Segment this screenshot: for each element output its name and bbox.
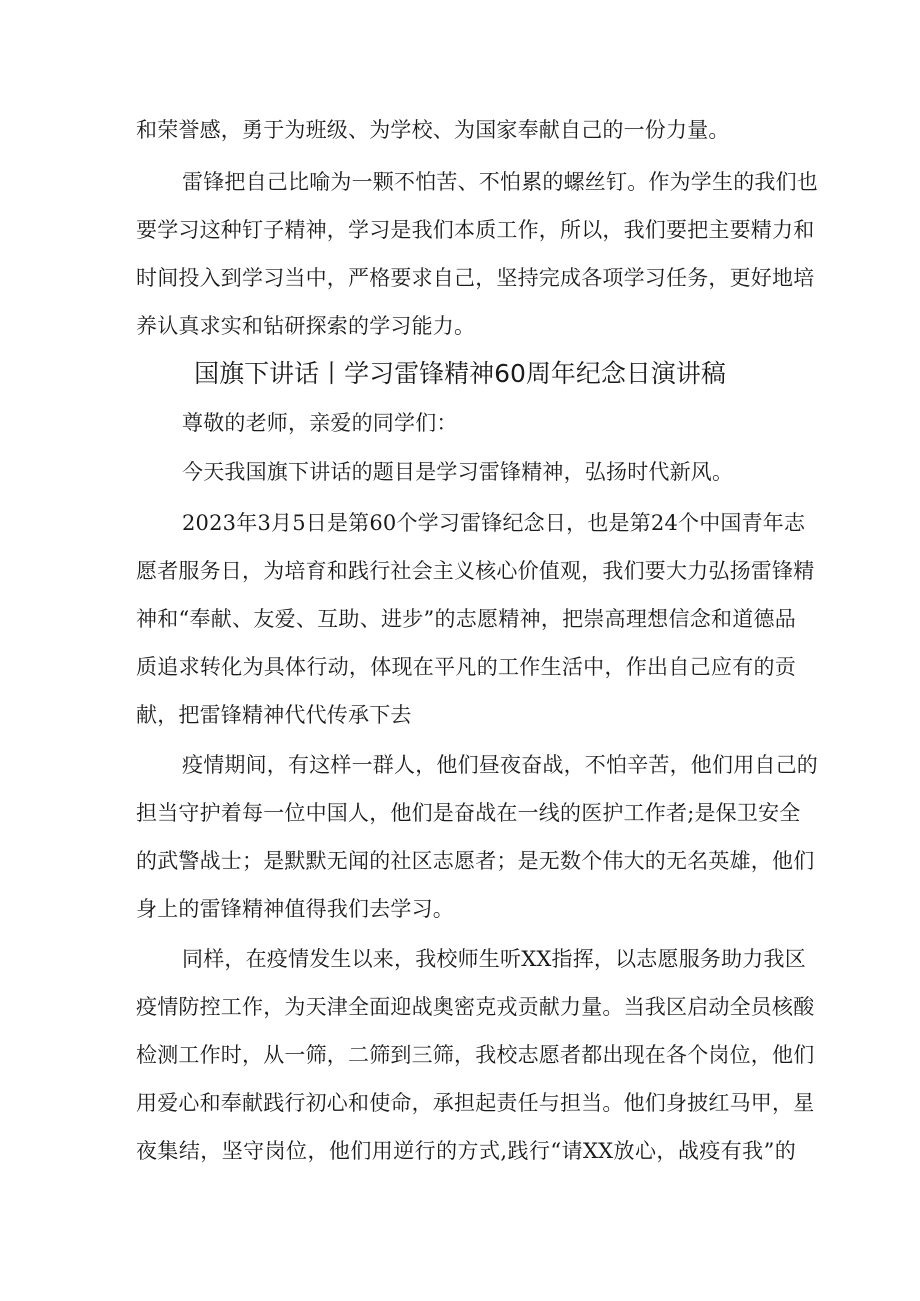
paragraph-line: 的武警战士；是默默无闻的社区志愿者；是无数个伟大的无名英雄，他们	[136, 849, 815, 873]
paragraph-line: 检测工作时，从一筛，二筛到三筛，我校志愿者都出现在各个岗位，他们	[136, 1043, 815, 1067]
paragraph-line: 献，把雷锋精神代代传承下去	[136, 703, 412, 727]
paragraph-line: 身上的雷锋精神值得我们去学习。	[136, 897, 454, 921]
speech-title: 国旗下讲话丨学习雷锋精神60周年纪念日演讲稿	[194, 359, 726, 388]
paragraph-line: 疫情防控工作，为天津全面迎战奥密克戎贡献力量。当我区启动全员核酸	[136, 995, 815, 1019]
paragraph-line: 疫情期间，有这样一群人，他们昼夜奋战，不怕辛苦，他们用自己的	[182, 753, 818, 777]
paragraph-line: 时间投入到学习当中，严格要求自己，坚持完成各项学习任务，更好地培	[136, 266, 815, 290]
paragraph-line: 要学习这种钉子精神，学习是我们本质工作，所以，我们要把主要精力和	[136, 218, 815, 242]
paragraph-line: 神和“奉献、友爱、互助、进步”的志愿精神，把崇高理想信念和道德品	[136, 607, 796, 631]
greeting: 尊敬的老师，亲爱的同学们：	[182, 411, 458, 435]
paragraph-line: 用爱心和奉献践行初心和使命，承担起责任与担当。他们身披红马甲，星	[136, 1091, 815, 1115]
paragraph-line: 和荣誉感，勇于为班级、为学校、为国家奉献自己的一份力量。	[136, 118, 730, 142]
paragraph-line: 养认真求实和钻研探索的学习能力。	[136, 314, 476, 338]
paragraph-line: 愿者服务日，为培育和践行社会主义核心价值观，我们要大力弘扬雷锋精	[136, 559, 815, 583]
paragraph-line: 夜集结，坚守岗位，他们用逆行的方式,践行“请XX放心，战疫有我”的	[136, 1139, 796, 1163]
paragraph-line: 雷锋把自己比喻为一颗不怕苦、不怕累的螺丝钉。作为学生的我们也	[182, 170, 818, 194]
paragraph-line: 担当守护着每一位中国人，他们是奋战在一线的医护工作者;是保卫安全	[136, 801, 801, 825]
paragraph-line: 2023年3月5日是第60个学习雷锋纪念日，也是第24个中国青年志	[182, 511, 806, 535]
paragraph-line: 质追求转化为具体行动，体现在平凡的工作生活中，作出自己应有的贡	[136, 655, 796, 679]
paragraph-line: 同样，在疫情发生以来，我校师生听XX指挥，以志愿服务助力我区	[182, 947, 806, 971]
paragraph-line: 今天我国旗下讲话的题目是学习雷锋精神，弘扬时代新风。	[182, 460, 734, 484]
